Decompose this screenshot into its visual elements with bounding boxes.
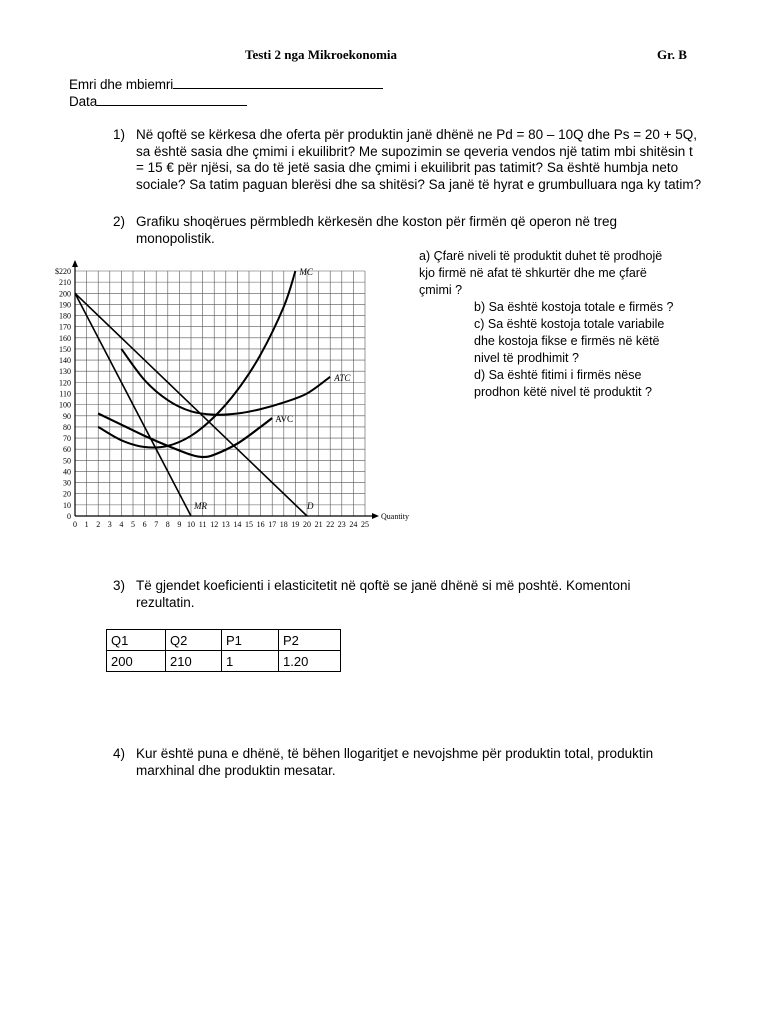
question-1-number: 1)	[113, 127, 126, 142]
question-1-text	[136, 127, 701, 193]
date-label: Data	[69, 94, 98, 109]
question-3-line: Të gjendet koeficienti i elasticitetit në qoftë se janë dhënë si më poshtë. Komentoni	[136, 578, 631, 593]
x-tick-label: 6	[142, 520, 147, 529]
y-tick-label: 100	[59, 400, 71, 410]
y-tick-label: 200	[59, 289, 71, 299]
y-tick-label: 70	[63, 434, 71, 444]
y-tick-label: 20	[63, 489, 71, 499]
question-1-line: sociale? Sa tatim paguan blerësi dhe sa shitësi? Sa janë të hyrat e grumbulluara nga ky tatim?	[136, 176, 702, 192]
question-4-line: marxhinal dhe produktin mesatar.	[136, 762, 336, 778]
y-tick-label: 160	[59, 333, 71, 343]
cost-demand-chart	[40, 255, 425, 540]
name-label: Emri dhe mbiemri	[69, 77, 174, 92]
y-tick-label: 140	[59, 356, 71, 366]
y-tick-label: 10	[63, 500, 71, 510]
table-cell: 1.20	[279, 651, 341, 672]
table-cell: 200	[107, 651, 166, 672]
subquestion-d-line: prodhon këtë nivel të produktit ?	[474, 385, 652, 399]
x-tick-label: 13	[221, 520, 230, 529]
question-2-number: 2)	[113, 214, 126, 229]
elasticity-table	[106, 629, 341, 672]
y-tick-label: 190	[59, 300, 71, 310]
table-header-cell	[279, 630, 341, 651]
question-1-line: = 15 € për njësi, sa do të jetë sasia dhe çmimi i ekuilibrit pas tatimit? Sa është humbja neto	[136, 160, 679, 175]
table-header-cell	[107, 630, 166, 651]
y-tick-label: 130	[59, 367, 71, 377]
x-tick-label: 1	[84, 520, 89, 529]
name-blank-line	[173, 76, 383, 89]
x-tick-label: 15	[245, 520, 253, 529]
question-1-line: sa është sasia dhe çmimi i ekuilibrit? Me supozimin se qeveria vendos një tatim mbi shitësin t	[136, 143, 693, 159]
x-axis-arrow	[372, 513, 379, 519]
x-tick-label: 7	[154, 520, 159, 529]
question-3-line: rezultatin.	[136, 594, 195, 610]
y-tick-label: 60	[63, 445, 71, 455]
table-cell: 210	[166, 651, 222, 672]
y-tick-label: 80	[63, 422, 71, 432]
x-tick-label: 11	[198, 520, 207, 529]
question-2-line: monopolistik.	[136, 230, 215, 246]
series-label: AVC	[275, 414, 294, 424]
x-tick-label: 16	[256, 520, 265, 529]
y-tick-label: 110	[59, 389, 71, 399]
series-label: ATC	[334, 372, 351, 383]
y-tick-label: 40	[63, 467, 71, 477]
y-tick-label: 170	[59, 322, 71, 332]
header-p2: P2	[283, 632, 299, 648]
table-header-cell	[166, 630, 222, 651]
subquestion-c-line: dhe kostoja fikse e firmës në këtë	[474, 334, 660, 348]
x-tick-label: 2	[96, 520, 101, 529]
y-tick-label: 150	[59, 344, 71, 354]
x-tick-label: 21	[314, 520, 323, 529]
x-tick-label: 8	[165, 520, 170, 529]
subquestion-a-line: çmimi ?	[419, 283, 463, 297]
question-2-line: Grafiku shoqërues përmbledh kërkesën dhe koston për firmën që operon në treg	[136, 214, 618, 229]
x-tick-label: 18	[279, 520, 288, 529]
subquestion-a-line: kjo firmë në afat të shkurtër dhe me çfarë	[419, 266, 647, 280]
question-3-number: 3)	[113, 578, 126, 593]
header-p1: P1	[226, 632, 242, 648]
subquestion-b-line: b) Sa është kostoja totale e firmës ?	[474, 300, 674, 314]
x-tick-label: 23	[337, 520, 346, 529]
x-tick-label: 19	[291, 520, 300, 529]
subquestion-c-line: nivel të prodhimit ?	[474, 351, 579, 365]
question-2-text	[136, 214, 617, 247]
y-tick-label: 180	[59, 311, 71, 321]
table-cell: 1	[222, 651, 279, 672]
table-row	[107, 651, 341, 672]
x-tick-label: 10	[187, 520, 195, 529]
subquestion-a-line: a) Çfarë niveli të produktit duhet të prodhojë	[419, 249, 663, 263]
test-title: Testi 2 nga Mikroekonomia	[245, 47, 398, 62]
subquestion-c-line: c) Sa është kostoja totale variabile	[474, 317, 665, 331]
y-tick-label: 90	[63, 411, 71, 421]
x-tick-label: 0	[73, 520, 77, 529]
date-blank-line	[97, 93, 247, 106]
subquestion-d-line: d) Sa është fitimi i firmës nëse	[474, 368, 642, 382]
series-label: MR	[194, 500, 207, 511]
question-1-line: Në qoftë se kërkesa dhe oferta për produktin janë dhënë ne Pd = 80 – 10Q dhe Ps = 20 + 5Q,	[136, 127, 698, 142]
x-tick-label: 20	[303, 520, 311, 529]
header-q1: Q1	[111, 632, 129, 648]
y-tick-label: 210	[59, 278, 71, 288]
question-3-text	[136, 578, 631, 611]
x-tick-label: 9	[177, 520, 182, 529]
question-4-text	[136, 746, 653, 779]
x-tick-label: 17	[268, 520, 277, 529]
y-tick-label: 50	[63, 456, 71, 466]
table-header-row	[107, 630, 341, 651]
x-tick-label: 24	[349, 520, 358, 529]
x-tick-label: 12	[210, 520, 219, 529]
x-tick-label: 4	[119, 520, 124, 529]
y-tick-label: $220	[55, 267, 71, 276]
x-tick-label: 25	[361, 520, 369, 529]
series-label: MC	[299, 267, 313, 277]
y-tick-label: 0	[67, 512, 71, 521]
x-axis-label: Quantity	[381, 512, 409, 521]
date-field-row	[69, 93, 247, 109]
series-label: D	[307, 500, 314, 511]
avc-curve	[98, 414, 272, 457]
question-4-line: Kur është puna e dhënë, të bëhen llogaritjet e nevojshme për produktin total, produktin	[136, 746, 654, 761]
y-tick-label: 120	[59, 378, 71, 388]
table-header-cell	[222, 630, 279, 651]
x-tick-label: 3	[107, 520, 112, 529]
y-tick-label: 30	[63, 478, 71, 488]
header-q2: Q2	[170, 632, 188, 648]
x-tick-label: 5	[131, 520, 135, 529]
x-tick-label: 14	[233, 520, 242, 529]
x-tick-label: 22	[326, 520, 335, 529]
question-4-number: 4)	[113, 746, 126, 761]
group-label: Gr. B	[657, 47, 687, 62]
question-2-subquestions	[419, 248, 673, 401]
name-field-row	[69, 76, 383, 92]
y-axis-arrow	[72, 260, 78, 267]
